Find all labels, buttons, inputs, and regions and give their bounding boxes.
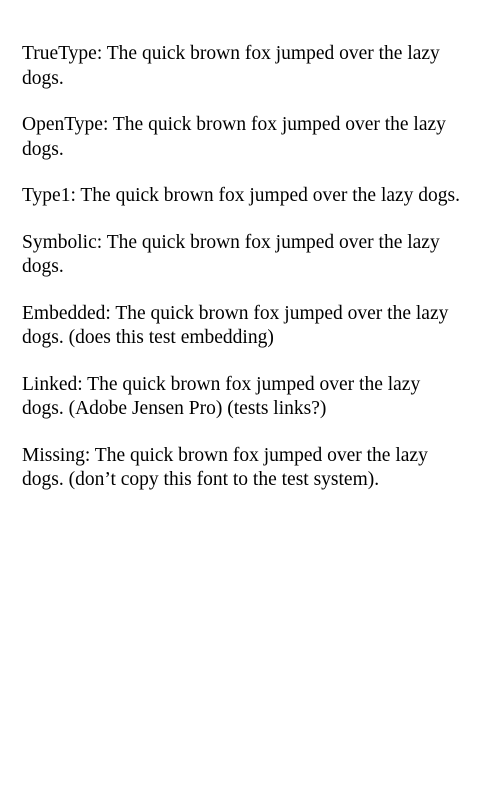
paragraph-linked: Linked: The quick brown fox jumped over the lazy dogs. (Adobe Jensen Pro) (tests links?) [22, 373, 421, 419]
paragraph-missing: Missing: The quick brown fox jumped over the lazy dogs. (don’t copy this font to the test system). [22, 444, 428, 490]
paragraph-truetype: TrueType: The quick brown fox jumped over the lazy dogs. [22, 43, 440, 89]
paragraph-embedded: Embedded: The quick brown fox jumped over the lazy dogs. (does this test embedding) [22, 302, 449, 348]
paragraph-symbolic: Symbolic: The quick brown fox jumped over the lazy dogs. [22, 231, 440, 277]
paragraph-opentype: OpenType: The quick brown fox jumped over the lazy dogs. [22, 114, 446, 160]
paragraph-type1: Type1: The quick brown fox jumped over the lazy dogs. [22, 185, 461, 206]
